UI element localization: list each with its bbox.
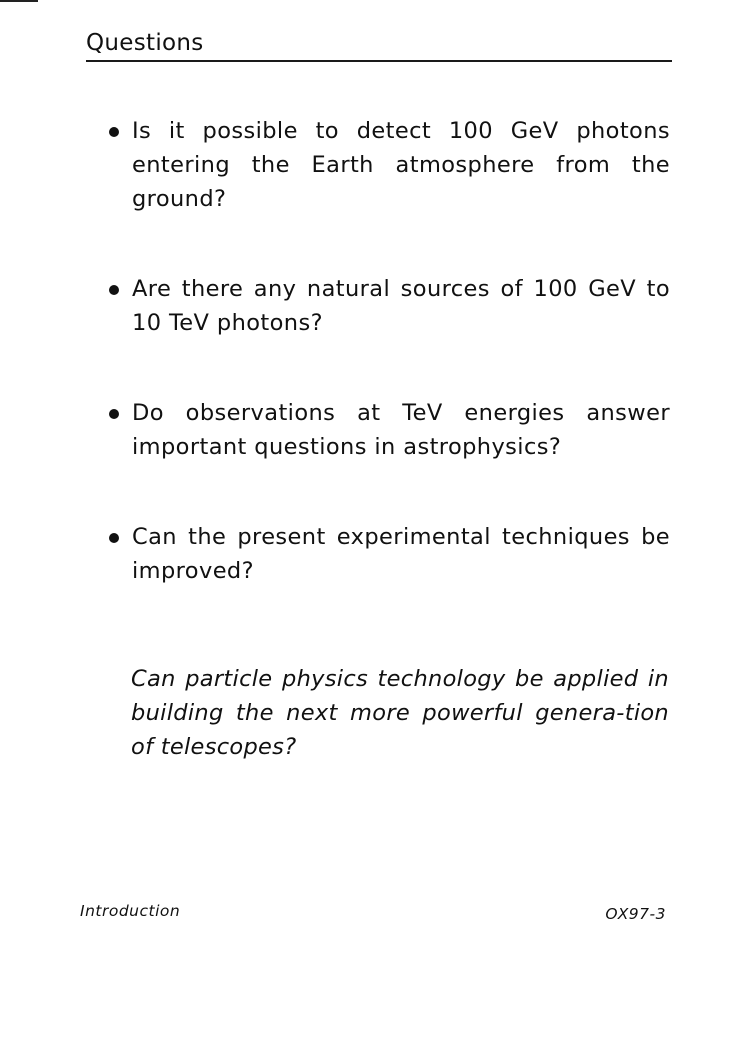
footer-section-label: Introduction xyxy=(80,902,181,920)
bullet-icon xyxy=(109,533,119,543)
slide-header xyxy=(86,28,672,62)
page-title: Questions xyxy=(86,30,204,56)
question-item-1 xyxy=(108,114,670,216)
question-item-4 xyxy=(108,520,670,588)
title-underline xyxy=(86,60,672,62)
corner-mark xyxy=(0,0,38,2)
bullet-icon xyxy=(109,285,119,295)
question-text-2: Are there any natural sources of 100 GeV to 10 TeV photons? xyxy=(132,276,670,336)
question-item-3 xyxy=(108,396,670,464)
question-text-1: Is it possible to detect 100 GeV photons entering the Earth atmosphere from the ground? xyxy=(132,118,670,212)
closing-question: Can particle physics technology be applied in building the next more powerful genera-tion of telescopes? xyxy=(131,666,669,760)
question-list xyxy=(108,114,670,588)
question-text-4: Can the present experimental techniques be improved? xyxy=(132,524,670,584)
footer-slide-number: OX97-3 xyxy=(605,905,666,923)
bullet-icon xyxy=(109,127,119,137)
question-text-3: Do observations at TeV energies answer important questions in astrophysics? xyxy=(132,400,670,460)
bullet-icon xyxy=(109,409,119,419)
question-item-2 xyxy=(108,272,670,340)
